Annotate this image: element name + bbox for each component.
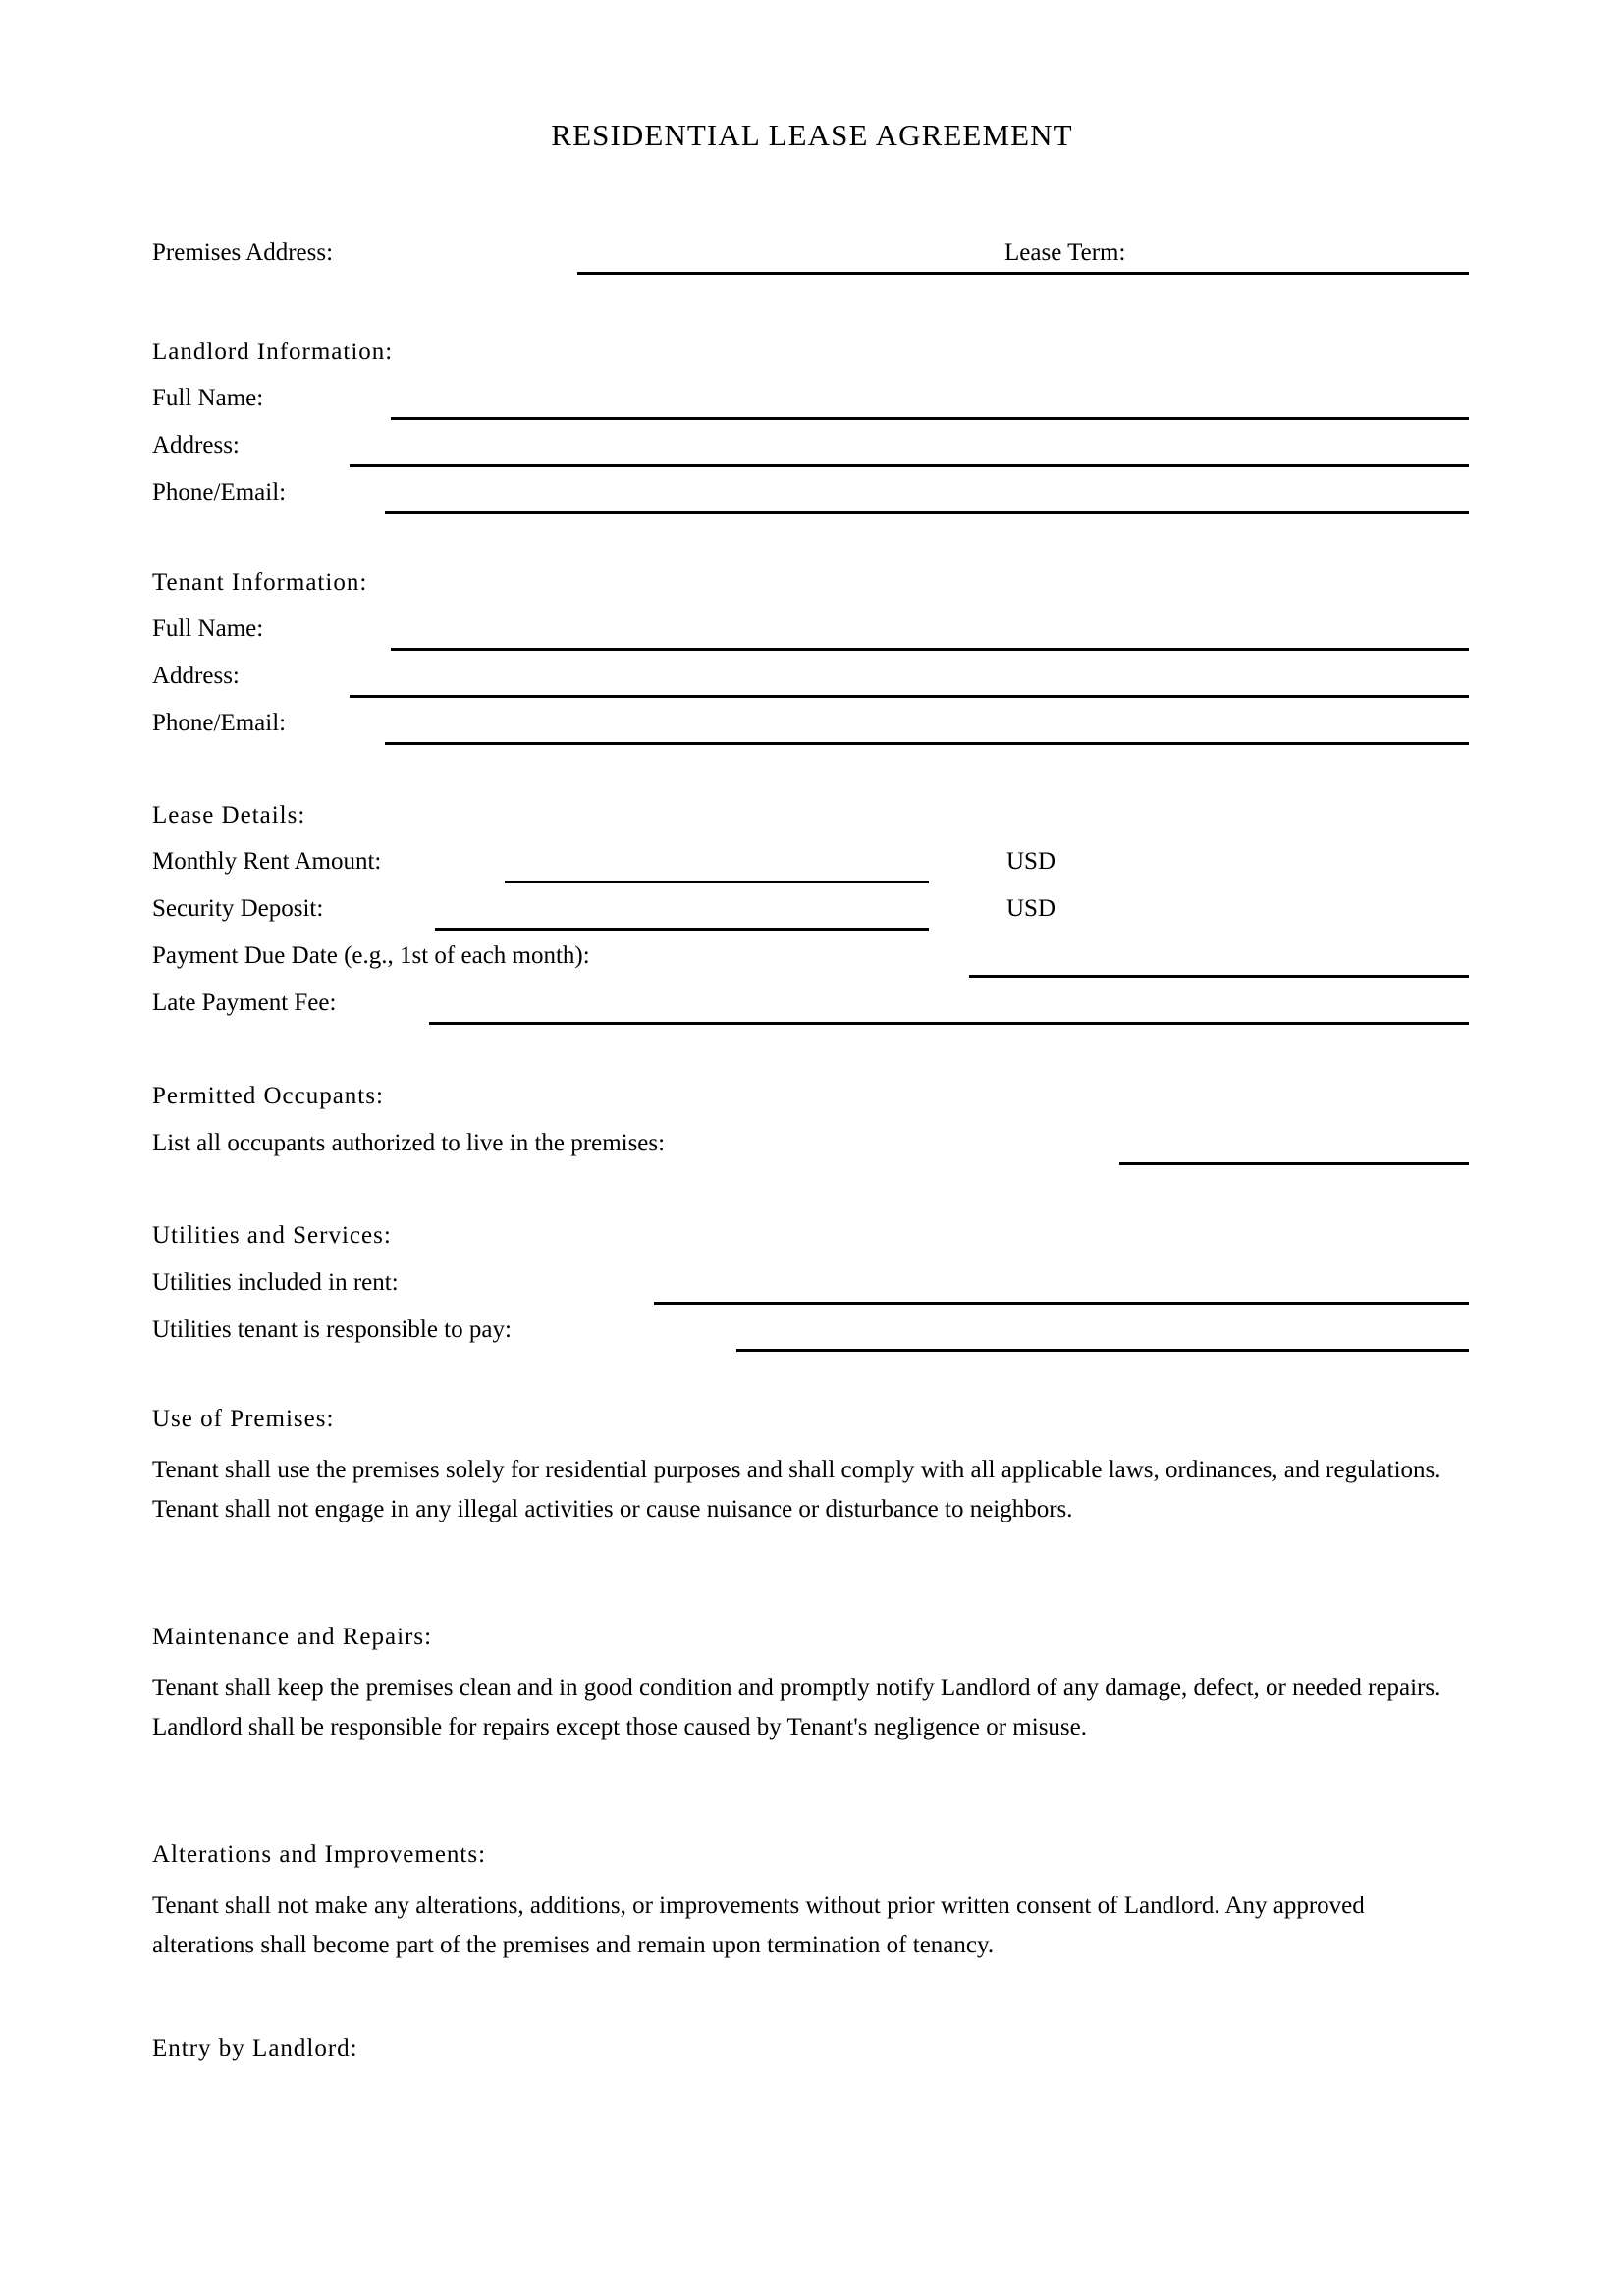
alterations-and-improvements-body: Tenant shall not make any alterations, additions, or improvements without prior written consent of Landlord. Any approved alterations shall become part of the premises and remain upon termination of tenancy. [152, 1893, 1365, 1958]
maintenance-and-repairs-heading: Maintenance and Repairs: [152, 1624, 433, 1650]
page-title: RESIDENTIAL LEASE AGREEMENT [551, 118, 1073, 152]
landlord-address-input-rule[interactable] [350, 464, 1469, 467]
security-deposit-input-rule[interactable] [435, 928, 929, 931]
landlord-phone-email-label: Phone/Email: [152, 479, 287, 506]
tenant-address-input-rule[interactable] [350, 695, 1469, 698]
landlord-information-heading: Landlord Information: [152, 339, 394, 365]
tenant-full-name-input-rule[interactable] [391, 648, 1469, 651]
permitted-occupants-input-rule[interactable] [1119, 1162, 1469, 1165]
landlord-full-name-label: Full Name: [152, 385, 264, 411]
tenant-information-heading: Tenant Information: [152, 569, 368, 596]
security-deposit-currency-label: USD [1006, 895, 1056, 922]
permitted-occupants-list-label: List all occupants authorized to live in the premises: [152, 1130, 666, 1156]
payment-due-date-label: Payment Due Date (e.g., 1st of each month): [152, 942, 590, 969]
premises-address-lease-term-input-rule[interactable] [577, 272, 1469, 275]
tenant-phone-email-label: Phone/Email: [152, 710, 287, 736]
landlord-address-label: Address: [152, 432, 240, 458]
lease-details-heading: Lease Details: [152, 802, 306, 828]
late-payment-fee-input-rule[interactable] [429, 1022, 1469, 1025]
landlord-full-name-input-rule[interactable] [391, 417, 1469, 420]
monthly-rent-label: Monthly Rent Amount: [152, 848, 382, 875]
maintenance-and-repairs-body: Tenant shall keep the premises clean and in good condition and promptly notify Landlord of any damage, defect, or needed repairs. Landlord shall be responsible for repairs except those caused by Tenant's negligence or misuse. [152, 1675, 1441, 1740]
entry-by-landlord-heading: Entry by Landlord: [152, 2035, 358, 2061]
utilities-and-services-heading: Utilities and Services: [152, 1222, 392, 1249]
use-of-premises-heading: Use of Premises: [152, 1406, 335, 1432]
payment-due-date-input-rule[interactable] [969, 975, 1469, 978]
premises-address-label: Premises Address: [152, 240, 334, 266]
monthly-rent-input-rule[interactable] [505, 881, 929, 883]
utilities-included-label: Utilities included in rent: [152, 1269, 399, 1296]
permitted-occupants-heading: Permitted Occupants: [152, 1083, 384, 1109]
tenant-address-label: Address: [152, 663, 240, 689]
monthly-rent-currency-label: USD [1006, 848, 1056, 875]
utilities-included-input-rule[interactable] [654, 1302, 1469, 1305]
landlord-phone-email-input-rule[interactable] [385, 511, 1469, 514]
lease-term-label: Lease Term: [1004, 240, 1126, 266]
use-of-premises-body: Tenant shall use the premises solely for residential purposes and shall comply with all applicable laws, ordinances, and regulations. Tenant shall not engage in any illegal activities or cause nuisance or disturbance to neighbors. [152, 1457, 1441, 1522]
tenant-full-name-label: Full Name: [152, 615, 264, 642]
utilities-tenant-pays-input-rule[interactable] [736, 1349, 1469, 1352]
tenant-phone-email-input-rule[interactable] [385, 742, 1469, 745]
late-payment-fee-label: Late Payment Fee: [152, 989, 337, 1016]
security-deposit-label: Security Deposit: [152, 895, 324, 922]
alterations-and-improvements-heading: Alterations and Improvements: [152, 1842, 487, 1868]
utilities-tenant-pays-label: Utilities tenant is responsible to pay: [152, 1316, 512, 1343]
